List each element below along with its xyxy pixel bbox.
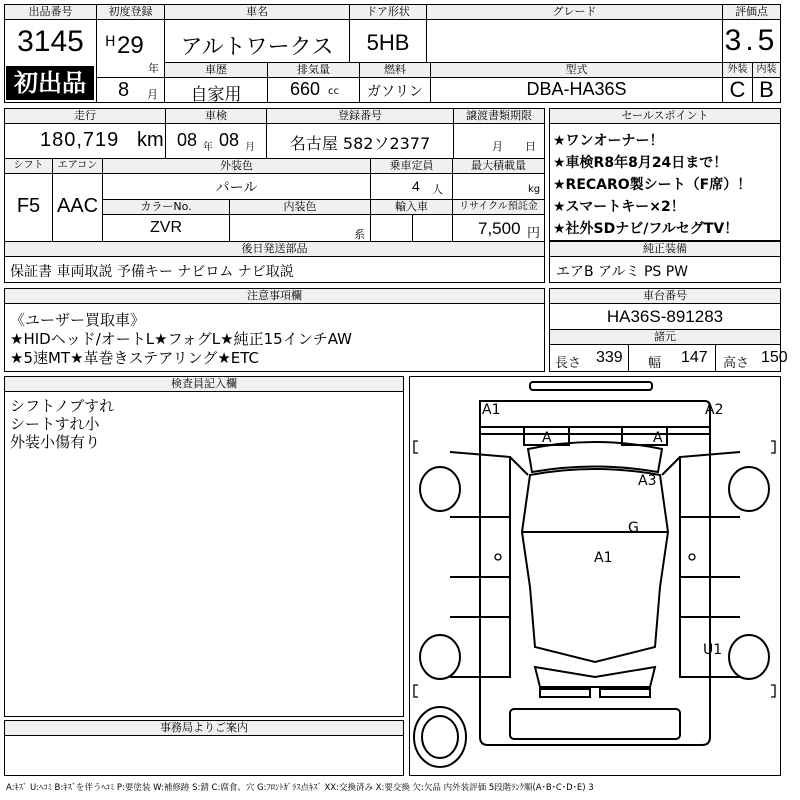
capacity-header: 乗車定員 bbox=[371, 159, 452, 174]
car-name: アルトワークス bbox=[180, 35, 334, 60]
transfer-month-unit: 月 bbox=[492, 140, 503, 153]
first-listing-badge: 初出品 bbox=[6, 66, 94, 100]
height-label: 高さ bbox=[723, 356, 750, 371]
length-label: 長さ bbox=[555, 356, 582, 371]
aircon-value: AAC bbox=[56, 195, 99, 217]
later-parts-header: 後日発送部品 bbox=[5, 242, 544, 257]
chassis-header: 車台番号 bbox=[550, 289, 780, 304]
exterior-grade: C bbox=[729, 77, 746, 102]
recycle-fee: 7,500 bbox=[478, 219, 521, 238]
exterior-color: パール bbox=[215, 180, 258, 196]
capacity-value: 4 bbox=[412, 178, 420, 194]
door-type-header: ドア形状 bbox=[350, 5, 426, 20]
car-name-header: 車名 bbox=[165, 5, 349, 20]
inspector-line-2: シートすれ小 bbox=[10, 415, 100, 433]
rear-window bbox=[535, 667, 655, 687]
inspector-line-3: 外装小傷有り bbox=[10, 433, 101, 451]
transfer-day-unit: 日 bbox=[525, 140, 536, 153]
model-code: DBA-HA36S bbox=[526, 79, 627, 99]
damage-mark-headlight-left: A bbox=[542, 430, 552, 446]
office-header: 事務局よりご案内 bbox=[5, 721, 403, 736]
fuel-value: ガソリン bbox=[367, 84, 423, 100]
rear-bumper bbox=[540, 689, 590, 697]
chassis-number: HA36S-891283 bbox=[606, 307, 724, 326]
interior-grade: B bbox=[759, 77, 774, 102]
displacement-unit: cc bbox=[328, 86, 339, 97]
width-label: 幅 bbox=[648, 356, 662, 371]
damage-mark-rear-right: U1 bbox=[703, 642, 723, 658]
damage-mark-windshield: G bbox=[628, 520, 639, 536]
door-type: 5HB bbox=[366, 30, 410, 55]
interior-color-header: 内装色 bbox=[230, 200, 370, 215]
equipment-header: 純正装備 bbox=[550, 242, 780, 257]
inspection-header: 車検 bbox=[166, 109, 266, 124]
capacity-unit: 人 bbox=[432, 183, 443, 196]
recycle-header: リサイクル預託金 bbox=[453, 200, 544, 215]
first-registration-header: 初度登録 bbox=[97, 5, 164, 20]
model-header: 型式 bbox=[431, 63, 722, 78]
wheel-front-left bbox=[420, 467, 460, 511]
later-parts-items: 保証書 車両取説 予備キー ナビロム ナビ取説 bbox=[10, 264, 294, 280]
lot-number-header: 出品番号 bbox=[5, 5, 96, 20]
year-unit: 年 bbox=[148, 62, 159, 75]
equipment-items: エアB アルミ PS PW bbox=[556, 264, 689, 280]
inspection-month-unit: 月 bbox=[245, 142, 255, 153]
color-number: ZVR bbox=[150, 219, 182, 236]
damage-mark-front-right: A2 bbox=[705, 402, 724, 418]
body-outline bbox=[480, 401, 710, 745]
shift-value: F5 bbox=[16, 195, 41, 217]
wheel-rear-right bbox=[729, 635, 769, 679]
notes-line-3: ★5速MT★革巻きステアリング★ETC bbox=[10, 349, 260, 367]
car-diagram bbox=[410, 377, 779, 774]
inspection-month: 08 bbox=[219, 130, 240, 150]
sales-point-3: ★RECARO製シート（F席）！ bbox=[553, 177, 752, 193]
grade-header: グレード bbox=[427, 5, 722, 20]
front-bumper-top bbox=[530, 382, 652, 390]
windshield bbox=[528, 442, 662, 472]
damage-diagram bbox=[409, 376, 781, 776]
color-number-header: カラーNo. bbox=[103, 200, 229, 215]
legend-line: A:ｷｽﾞ U:ﾍｺﾐ B:ｷｽﾞを伴うﾍｺﾐ P:要塗装 W:補修跡 S:錆 C:腐食、穴 G:ﾌﾛﾝﾄｶﾞﾗｽ点ｷｽﾞ XX:交換済み X:要交換 ⽋:⽋品 内外装評価 5段階ﾗﾝｸ順(A･B･C･D･E) 3 bbox=[6, 783, 594, 793]
transfer-header: 譲渡書類期限 bbox=[454, 109, 544, 124]
registration-year: 29 bbox=[117, 32, 144, 59]
sales-point-1: ★ワンオーナー！ bbox=[553, 133, 664, 149]
exterior-grade-header: 外装 bbox=[723, 63, 752, 78]
inspection-year-unit: 年 bbox=[203, 142, 213, 153]
max-load-header: 最大積載量 bbox=[453, 159, 544, 174]
import-header: 輸入車 bbox=[371, 200, 452, 215]
damage-mark-front-left: A1 bbox=[482, 402, 501, 418]
interior-color-unit: 系 bbox=[354, 228, 365, 241]
sales-points-header: セールスポイント bbox=[550, 109, 780, 124]
wheel-front-right bbox=[729, 467, 769, 511]
history-value: 自家用 bbox=[190, 85, 242, 105]
mileage-unit: km bbox=[137, 129, 164, 151]
registration-month: 8 bbox=[118, 79, 130, 101]
inspector-line-1: シフトノブすれ bbox=[10, 397, 115, 415]
sales-point-4: ★スマートキー×2！ bbox=[553, 199, 685, 215]
lot-number: 3145 bbox=[17, 25, 84, 58]
width-value: 147 bbox=[681, 349, 708, 366]
shift-header: シフト bbox=[5, 159, 52, 174]
recycle-fee-unit: 円 bbox=[527, 226, 541, 241]
mileage-header: 走行 bbox=[5, 109, 165, 124]
fuel-header: 燃料 bbox=[360, 63, 430, 78]
exterior-color-header: 外装色 bbox=[103, 159, 370, 174]
sales-point-2: ★車検R8年8月24日まで！ bbox=[553, 155, 728, 171]
month-unit: 月 bbox=[147, 88, 158, 101]
max-load-unit: kg bbox=[528, 184, 541, 195]
score-value: 3.5 bbox=[724, 24, 779, 57]
notes-header: 注意事項欄 bbox=[5, 289, 544, 304]
score-header: 評価点 bbox=[723, 5, 780, 20]
aircon-header: エアコン bbox=[53, 159, 102, 174]
mileage-value: 180,719 bbox=[40, 129, 120, 151]
displacement-value: 660 bbox=[290, 79, 321, 99]
damage-mark-roof: A1 bbox=[594, 550, 613, 566]
length-value: 339 bbox=[596, 349, 623, 366]
inspector-header: 検査員記入欄 bbox=[5, 377, 403, 392]
wheel-rear-left bbox=[420, 635, 460, 679]
era-label: H bbox=[105, 34, 116, 50]
history-header: 車歴 bbox=[165, 63, 267, 78]
interior-grade-header: 内装 bbox=[753, 63, 780, 78]
height-value: 150 bbox=[761, 349, 788, 366]
specs-header: 諸元 bbox=[550, 330, 780, 345]
notes-line-2: ★HIDヘッド/オートL★フォグL★純正15インチAW bbox=[10, 330, 352, 348]
sales-point-5: ★社外SDナビ/フルセグTV！ bbox=[553, 221, 739, 237]
plate-number: 名古屋 582ソ2377 bbox=[289, 134, 431, 153]
inspection-year: 08 bbox=[177, 130, 198, 150]
plate-header: 登録番号 bbox=[267, 109, 453, 124]
notes-line-1: 《ユーザー買取車》 bbox=[10, 311, 146, 329]
damage-mark-hood: A3 bbox=[638, 473, 657, 489]
displacement-header: 排気量 bbox=[268, 63, 359, 78]
damage-mark-headlight-right: A bbox=[653, 430, 663, 446]
